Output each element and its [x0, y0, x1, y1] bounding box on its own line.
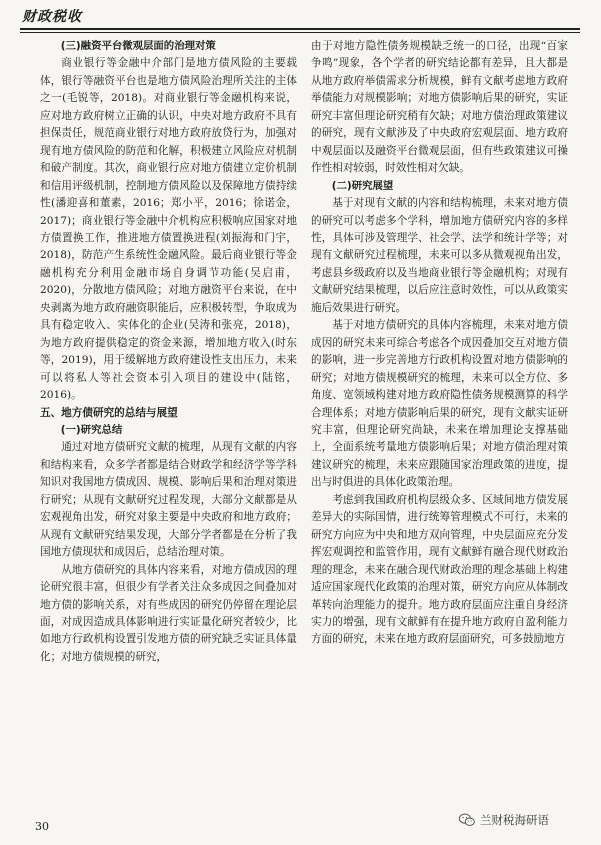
paragraph: 从地方债研究的具体内容来看，对地方债成因的理论研究很丰富，但很少有学者关注众多成因之间叠加对地方债的影响关系，对有些成因的研究仍停留在理论层面，对成因造成具体影响进行实证量化研究者较少，比如地方行政机构设置引发地方债的研究缺乏实证具体量化；对地方债规模的研究， — [40, 563, 297, 663]
journal-name: 财政税收 — [22, 9, 82, 25]
paragraph: 基于对现有文献的内容和结构梳理，未来对地方债的研究可以考虑多个学科，增加地方债研究内容的多样性，具体可涉及管理学、社会学、法学和统计学等；对现有文献研究过程梳理，未来可以多从微观视角出发，考虑县乡级政府以及当地商业银行等金融机构；对现有文献研究结果梳理，以后应注意时效性，可以从政策实施后效果进行研究。 — [311, 197, 568, 314]
header-rule-thick — [20, 28, 580, 30]
paragraph-continued: 由于对地方隐性债务规模缺乏统一的口径，出现“百家争鸣”现象，各个学者的研究结论都有差异，且大都是从地方政府举债需求分析规模，鲜有文献考虑地方政府举债能力对规模影响；对地方债影响后果的研究，实证研究丰富但理论研究稍有欠缺；对地方债治理政策建议的研究，现有文献涉及了中央政府宏观层面、地方政府中观层面以及融资平台微观层面，但有些政策建议可操作性相对较弱，时效性相对欠缺。 — [311, 40, 568, 175]
page-header — [0, 0, 601, 30]
paragraph: 考虑到我国政府机构层级众多、区域间地方债发展差异大的实际国情，进行统筹管理模式不可行，未来的研究方向应为中央和地方双向管理，中央层面应充分发挥宏观调控和监管作用，现有文献鲜有融合现代财政治理的理念，未来在融合现代财政治理的理念基础上构建适应国家现代化政策的治理对策，研究方向应从体制改革转向治理能力的提升。地方政府层面应注重自身经济实力的增强，现有文献鲜有在提升地方政府自盈利能力方面的研究，未来在地方政府层面研究，可多鼓励地方 — [311, 493, 568, 646]
header-rule-thin — [20, 32, 580, 33]
watermark — [458, 812, 549, 828]
page-number: 30 — [35, 820, 49, 833]
wechat-icon — [458, 813, 476, 827]
left-column — [40, 38, 297, 666]
section-heading-research-summary: (一)研究总结 — [60, 423, 123, 436]
section-heading-platform-micro: (三)融资平台微观层面的治理对策 — [60, 40, 216, 52]
section-heading-summary-outlook: 五、地方债研究的总结与展望 — [40, 406, 178, 419]
paragraph: 通过对地方债研究文献的梳理，从现有文献的内容和结构来看，众多学者都是结合财政学和经济学等学科知识对我国地方债成因、规模、影响后果和治理对策进行研究；从现有文献研究过程发现，大部分文献都是从宏观视角出发，研究对象主要是中央政府和地方政府；从现有文献研究结果发现，大部分学者都是在分析了我国地方债现状和成因后，总结治理对策。 — [40, 441, 297, 559]
right-column — [311, 38, 568, 649]
paragraph: 商业银行等金融中介部门是地方债风险的主要载体，银行等融资平台也是地方债风险治理所关注的主体之一(毛锐等，2018)。对商业银行等金融机构来说，应对地方政府树立正确的认识，中央对地方政府不具有担保责任，规范商业银行对地方政府放贷行为，加强对现有地方债风险的防范和化解，积极建立风险应对机制和破产制度。其次，商业银行应对地方债建立定价机制和信用评级机制，控制地方债风险以及保障地方债持续性(潘迎喜和董素，2016；郑小平，2016；徐诺金，2017)；商业银行等金融中介机构应积极响应国家对地方债置换工作，推进地方债置换进程(刘振海和门宇，2018)，防范产生系统性金融风险。最后商业银行等金融机构充分利用金融市场自身调节功能(吴启甫，2020)，分散地方债风险；对地方融资平台来说，在中央剥离为地方政府融资职能后，应积极转型，争取成为具有稳定收入、实体化的企业(吴涛和张亮，2018)，为地方政府提供稳定的资金来源，增加地方收入(时东等，2019)，用于缓解地方政府建设性支出压力，未来可以将私人等社会资本引入项目的建设中(陆铭，2016)。 — [40, 57, 297, 402]
watermark-text: 兰财税海研语 — [480, 813, 549, 827]
section-heading-research-outlook: (二)研究展望 — [331, 179, 394, 192]
paragraph: 基于对地方债研究的具体内容梳理，未来对地方债成因的研究未来可综合考虑各个成因叠加交互对地方债的影响，进一步完善地方行政机构设置对地方债影响的研究；对地方债规模研究的梳理，未来可以全方位、多角度、宽领域构建对地方政府隐性债务规模测算的科学合理体系；对地方债影响后果的研究，现有文献实证研究丰富，但理论研究尚缺，未来在增加理论支撑基础上，全面系统考量地方债影响后果；对地方债治理对策建议研究的梳理，未来应跟随国家治理政策的进度，提出与时俱进的具体化政策治理。 — [311, 319, 568, 489]
